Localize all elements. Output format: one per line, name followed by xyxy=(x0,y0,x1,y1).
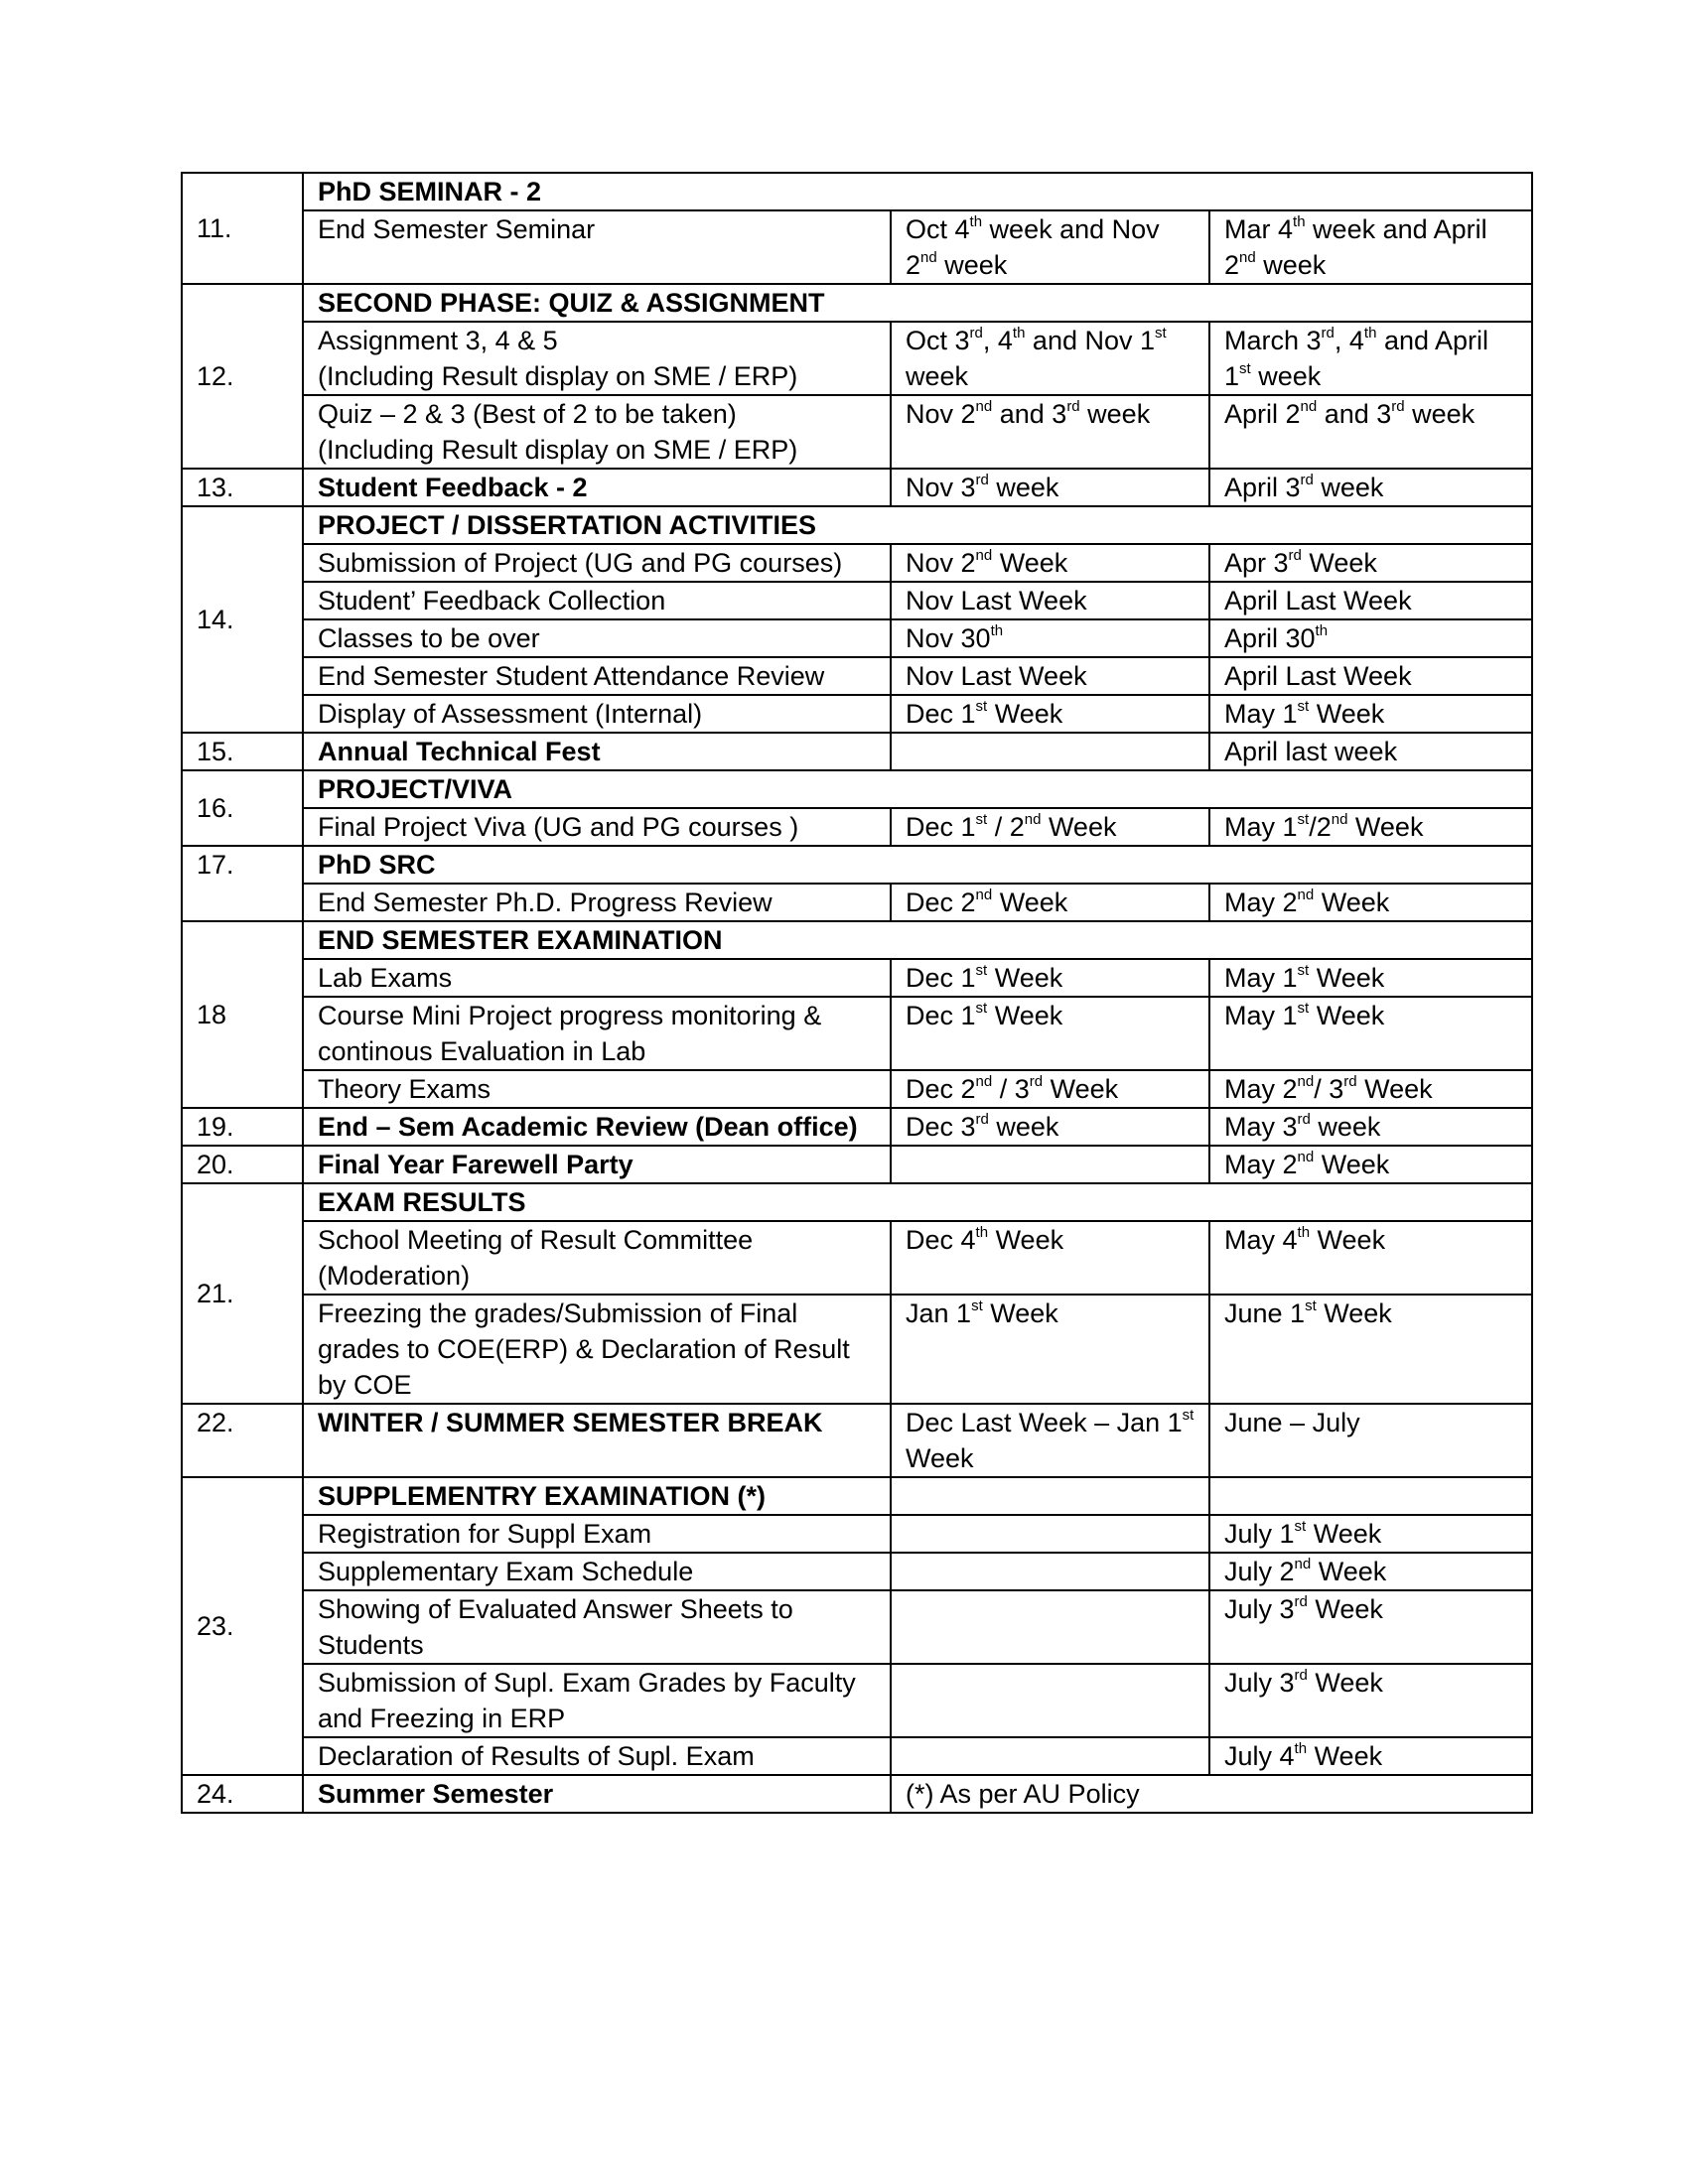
table-row xyxy=(182,1737,1532,1775)
ordinal-suffix: rd xyxy=(1066,398,1080,415)
ordinal-suffix: th xyxy=(1293,213,1306,230)
activity-label: Annual Technical Fest xyxy=(303,733,891,770)
ordinal-suffix: st xyxy=(1297,962,1310,979)
odd-semester-date xyxy=(891,1737,1209,1775)
activity-label: School Meeting of Result Committee (Moderation) xyxy=(303,1221,891,1295)
activity-label: Submission of Supl. Exam Grades by Faculty and Freezing in ERP xyxy=(303,1664,891,1737)
activity-label: Student’ Feedback Collection xyxy=(303,582,891,619)
policy-note: (*) As per AU Policy xyxy=(891,1775,1532,1813)
ordinal-suffix: nd xyxy=(975,1073,993,1090)
even-semester-date: March 3rd, 4th and April 1st week xyxy=(1209,322,1532,395)
odd-semester-date: Dec 4th Week xyxy=(891,1221,1209,1295)
ordinal-suffix: rd xyxy=(1343,1073,1357,1090)
table-row xyxy=(182,1553,1532,1590)
ordinal-suffix: st xyxy=(1155,325,1167,341)
ordinal-suffix: st xyxy=(975,811,988,828)
ordinal-suffix: st xyxy=(1182,1407,1195,1424)
ordinal-suffix: rd xyxy=(1321,325,1335,341)
odd-semester-date: Nov Last Week xyxy=(891,657,1209,695)
activity-label: Display of Assessment (Internal) xyxy=(303,695,891,733)
activity-label: End Semester Seminar xyxy=(303,210,891,284)
ordinal-suffix: nd xyxy=(975,547,993,564)
ordinal-suffix: nd xyxy=(1297,887,1315,903)
odd-semester-date: Nov 2nd and 3rd week xyxy=(891,395,1209,469)
ordinal-suffix: nd xyxy=(975,887,993,903)
ordinal-suffix: nd xyxy=(1024,811,1042,828)
table-row xyxy=(182,395,1532,469)
even-semester-date: May 1st Week xyxy=(1209,959,1532,997)
section-title: PhD SRC xyxy=(303,846,1532,884)
ordinal-suffix: rd xyxy=(1294,1667,1308,1684)
section-title: PROJECT / DISSERTATION ACTIVITIES xyxy=(303,506,1532,544)
ordinal-suffix: nd xyxy=(1300,398,1318,415)
item-number: 13. xyxy=(182,469,303,506)
odd-semester-date: Dec 1st Week xyxy=(891,997,1209,1070)
table-row xyxy=(182,733,1532,770)
section-title: SECOND PHASE: QUIZ & ASSIGNMENT xyxy=(303,284,1532,322)
odd-semester-date: Oct 4th week and Nov 2nd week xyxy=(891,210,1209,284)
table-row xyxy=(182,695,1532,733)
ordinal-suffix: rd xyxy=(1294,1593,1308,1610)
odd-semester-date: Dec 3rd week xyxy=(891,1108,1209,1146)
even-semester-date: June – July xyxy=(1209,1404,1532,1477)
even-semester-date: July 4th Week xyxy=(1209,1737,1532,1775)
odd-semester-date: Dec 1st Week xyxy=(891,959,1209,997)
even-semester-date: May 1st Week xyxy=(1209,997,1532,1070)
section-title: PhD SEMINAR - 2 xyxy=(303,173,1532,210)
ordinal-suffix: nd xyxy=(975,398,993,415)
even-semester-date: Mar 4th week and April 2nd week xyxy=(1209,210,1532,284)
table-row xyxy=(182,884,1532,921)
table-row xyxy=(182,657,1532,695)
even-semester-date: July 3rd Week xyxy=(1209,1664,1532,1737)
item-number: 18 xyxy=(182,921,303,1108)
section-heading-row xyxy=(182,173,1532,210)
ordinal-suffix: rd xyxy=(969,325,983,341)
academic-calendar-table xyxy=(181,172,1533,1814)
ordinal-suffix: rd xyxy=(1029,1073,1044,1090)
ordinal-suffix: st xyxy=(1239,360,1251,377)
ordinal-suffix: th xyxy=(990,622,1004,639)
table-row xyxy=(182,997,1532,1070)
activity-label: Freezing the grades/Submission of Final grades to COE(ERP) & Declaration of Result by COE xyxy=(303,1295,891,1404)
odd-semester-date xyxy=(891,1477,1209,1515)
item-number: 23. xyxy=(182,1477,303,1775)
ordinal-suffix: th xyxy=(1012,325,1026,341)
table-row xyxy=(182,619,1532,657)
table-row xyxy=(182,322,1532,395)
ordinal-suffix: nd xyxy=(1297,1073,1315,1090)
even-semester-date: May 2nd Week xyxy=(1209,884,1532,921)
table-row xyxy=(182,1070,1532,1108)
item-number: 20. xyxy=(182,1146,303,1183)
odd-semester-date: Dec 1st / 2nd Week xyxy=(891,808,1209,846)
section-heading-row xyxy=(182,921,1532,959)
odd-semester-date: Nov 30th xyxy=(891,619,1209,657)
odd-semester-date xyxy=(891,733,1209,770)
table-row xyxy=(182,1221,1532,1295)
activity-label: Summer Semester xyxy=(303,1775,891,1813)
table-row xyxy=(182,1146,1532,1183)
activity-label: Classes to be over xyxy=(303,619,891,657)
table-row xyxy=(182,1515,1532,1553)
activity-label: End Semester Ph.D. Progress Review xyxy=(303,884,891,921)
odd-semester-date: Oct 3rd, 4th and Nov 1st week xyxy=(891,322,1209,395)
table-row xyxy=(182,808,1532,846)
table-row xyxy=(182,1404,1532,1477)
odd-semester-date: Dec 1st Week xyxy=(891,695,1209,733)
activity-label: SUPPLEMENTRY EXAMINATION (*) xyxy=(303,1477,891,1515)
item-number: 21. xyxy=(182,1183,303,1404)
activity-label: Final Project Viva (UG and PG courses ) xyxy=(303,808,891,846)
table-row xyxy=(182,582,1532,619)
even-semester-date: May 1st Week xyxy=(1209,695,1532,733)
ordinal-suffix: st xyxy=(1305,1297,1317,1314)
table-row xyxy=(182,210,1532,284)
table-row xyxy=(182,1664,1532,1737)
activity-label: End Semester Student Attendance Review xyxy=(303,657,891,695)
ordinal-suffix: rd xyxy=(975,472,989,488)
item-number: 14. xyxy=(182,506,303,733)
odd-semester-date xyxy=(891,1146,1209,1183)
ordinal-suffix: th xyxy=(969,213,983,230)
even-semester-date: May 1st/2nd Week xyxy=(1209,808,1532,846)
even-semester-date: April 2nd and 3rd week xyxy=(1209,395,1532,469)
table-row xyxy=(182,544,1532,582)
item-number: 24. xyxy=(182,1775,303,1813)
even-semester-date xyxy=(1209,1477,1532,1515)
even-semester-date: April Last Week xyxy=(1209,582,1532,619)
ordinal-suffix: st xyxy=(971,1297,983,1314)
activity-label: WINTER / SUMMER SEMESTER BREAK xyxy=(303,1404,891,1477)
ordinal-suffix: st xyxy=(975,962,988,979)
odd-semester-date: Jan 1st Week xyxy=(891,1295,1209,1404)
activity-label: Declaration of Results of Supl. Exam xyxy=(303,1737,891,1775)
table-row xyxy=(182,469,1532,506)
ordinal-suffix: st xyxy=(1297,698,1310,715)
ordinal-suffix: nd xyxy=(1331,811,1348,828)
section-title: PROJECT/VIVA xyxy=(303,770,1532,808)
activity-label: Student Feedback - 2 xyxy=(303,469,891,506)
ordinal-suffix: rd xyxy=(1391,398,1405,415)
even-semester-date: May 4th Week xyxy=(1209,1221,1532,1295)
activity-label: End – Sem Academic Review (Dean office) xyxy=(303,1108,891,1146)
item-number: 17. xyxy=(182,846,303,921)
calendar-body xyxy=(182,173,1532,1813)
table-row xyxy=(182,959,1532,997)
table-row xyxy=(182,1590,1532,1664)
item-number: 15. xyxy=(182,733,303,770)
even-semester-date: April last week xyxy=(1209,733,1532,770)
even-semester-date: June 1st Week xyxy=(1209,1295,1532,1404)
section-heading-row xyxy=(182,284,1532,322)
ordinal-suffix: rd xyxy=(1297,1111,1311,1128)
item-number: 22. xyxy=(182,1404,303,1477)
odd-semester-date xyxy=(891,1664,1209,1737)
ordinal-suffix: nd xyxy=(1294,1556,1312,1572)
ordinal-suffix: st xyxy=(1297,1000,1310,1017)
even-semester-date: July 2nd Week xyxy=(1209,1553,1532,1590)
section-heading-row xyxy=(182,506,1532,544)
ordinal-suffix: th xyxy=(1294,1740,1308,1757)
activity-label: Registration for Suppl Exam xyxy=(303,1515,891,1553)
table-row xyxy=(182,1775,1532,1813)
section-title: END SEMESTER EXAMINATION xyxy=(303,921,1532,959)
even-semester-date: April 3rd week xyxy=(1209,469,1532,506)
table-row xyxy=(182,1477,1532,1515)
section-title: EXAM RESULTS xyxy=(303,1183,1532,1221)
odd-semester-date: Nov 3rd week xyxy=(891,469,1209,506)
ordinal-suffix: rd xyxy=(1300,472,1314,488)
even-semester-date: May 2nd Week xyxy=(1209,1146,1532,1183)
activity-label: Quiz – 2 & 3 (Best of 2 to be taken) (Including Result display on SME / ERP) xyxy=(303,395,891,469)
even-semester-date: May 3rd week xyxy=(1209,1108,1532,1146)
even-semester-date: April 30th xyxy=(1209,619,1532,657)
table-row xyxy=(182,1108,1532,1146)
activity-label: Submission of Project (UG and PG courses) xyxy=(303,544,891,582)
ordinal-suffix: th xyxy=(975,1224,989,1241)
activity-label: Showing of Evaluated Answer Sheets to Students xyxy=(303,1590,891,1664)
item-number: 19. xyxy=(182,1108,303,1146)
ordinal-suffix: st xyxy=(1297,811,1310,828)
odd-semester-date: Nov Last Week xyxy=(891,582,1209,619)
even-semester-date: July 3rd Week xyxy=(1209,1590,1532,1664)
odd-semester-date: Dec 2nd Week xyxy=(891,884,1209,921)
odd-semester-date: Dec 2nd / 3rd Week xyxy=(891,1070,1209,1108)
activity-label: Assignment 3, 4 & 5 (Including Result display on SME / ERP) xyxy=(303,322,891,395)
activity-label: Lab Exams xyxy=(303,959,891,997)
ordinal-suffix: nd xyxy=(920,249,937,266)
even-semester-date: Apr 3rd Week xyxy=(1209,544,1532,582)
item-number: 11. xyxy=(182,173,303,284)
even-semester-date: July 1st Week xyxy=(1209,1515,1532,1553)
table-row xyxy=(182,1295,1532,1404)
ordinal-suffix: st xyxy=(1294,1518,1307,1535)
ordinal-suffix: th xyxy=(1363,325,1377,341)
ordinal-suffix: rd xyxy=(1288,547,1302,564)
item-number: 16. xyxy=(182,770,303,846)
ordinal-suffix: nd xyxy=(1239,249,1256,266)
section-heading-row xyxy=(182,770,1532,808)
activity-label: Course Mini Project progress monitoring & continous Evaluation in Lab xyxy=(303,997,891,1070)
activity-label: Final Year Farewell Party xyxy=(303,1146,891,1183)
section-heading-row xyxy=(182,1183,1532,1221)
ordinal-suffix: st xyxy=(975,698,988,715)
ordinal-suffix: th xyxy=(1315,622,1329,639)
even-semester-date: April Last Week xyxy=(1209,657,1532,695)
ordinal-suffix: nd xyxy=(1297,1149,1315,1165)
even-semester-date: May 2nd/ 3rd Week xyxy=(1209,1070,1532,1108)
item-number: 12. xyxy=(182,284,303,469)
activity-label: Supplementary Exam Schedule xyxy=(303,1553,891,1590)
ordinal-suffix: rd xyxy=(975,1111,989,1128)
odd-semester-date xyxy=(891,1515,1209,1553)
odd-semester-date xyxy=(891,1553,1209,1590)
ordinal-suffix: st xyxy=(975,1000,988,1017)
odd-semester-date: Nov 2nd Week xyxy=(891,544,1209,582)
activity-label: Theory Exams xyxy=(303,1070,891,1108)
ordinal-suffix: th xyxy=(1297,1224,1311,1241)
odd-semester-date xyxy=(891,1590,1209,1664)
odd-semester-date: Dec Last Week – Jan 1st Week xyxy=(891,1404,1209,1477)
section-heading-row xyxy=(182,846,1532,884)
